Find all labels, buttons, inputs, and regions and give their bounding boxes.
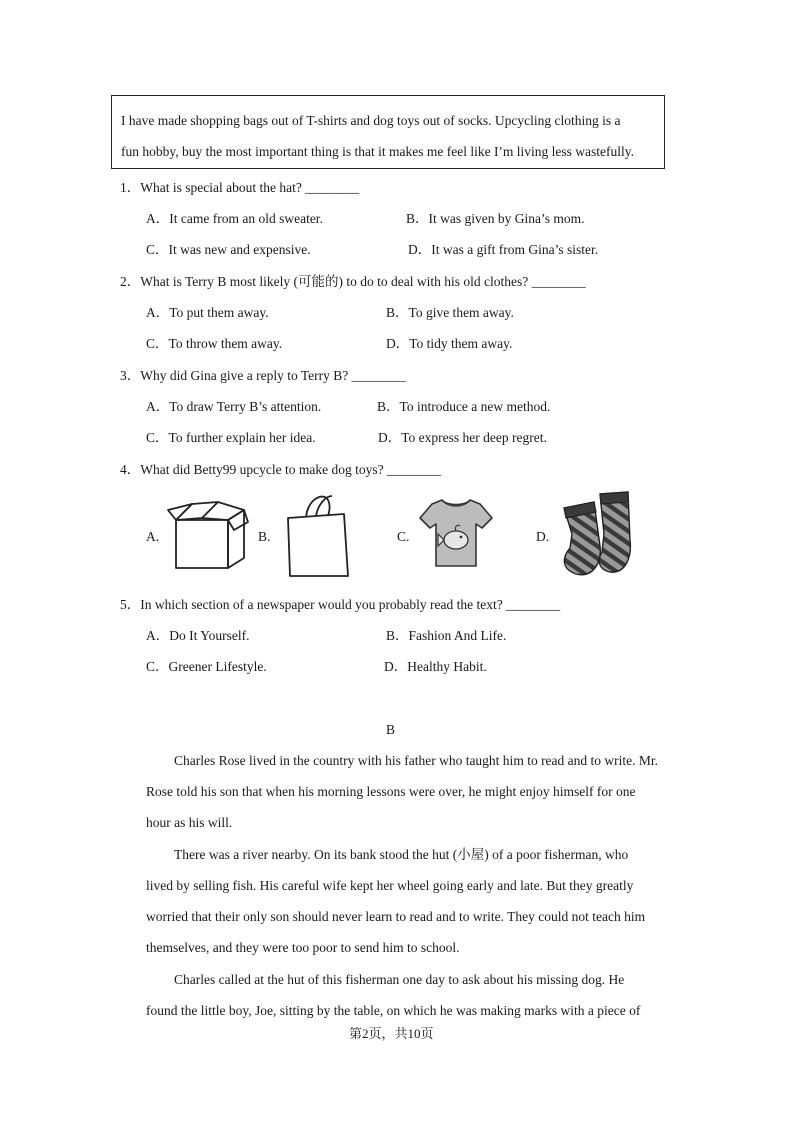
- question-number: 2．: [120, 274, 141, 289]
- question-number: 5．: [120, 597, 141, 612]
- option-1b: B．It was given by Gina’s mom.: [406, 211, 585, 226]
- question-text: What is special about the hat? ________: [140, 180, 360, 195]
- option-3c: C．To further explain her idea.: [146, 430, 316, 445]
- question-number: 4．: [120, 462, 141, 477]
- question-text: What is Terry B most likely (可能的) to do to deal with his old clothes? ________: [140, 274, 586, 289]
- passage-line: fun hobby, buy the most important thing is that it makes me feel like I’m living less wastefully.: [121, 144, 635, 159]
- option-2b: B．To give them away.: [386, 305, 514, 320]
- passage-line: themselves, and they were too poor to send him to school.: [146, 940, 460, 955]
- passage-line: worried that their only son should never learn to read and to write. They could not teach him: [146, 909, 646, 924]
- cardboard-box-icon: [166, 496, 250, 572]
- question-4: [120, 463, 441, 477]
- passage-line: There was a river nearby. On its bank stood the hut (小屋) of a poor fisherman, who: [174, 847, 629, 862]
- section-heading: B: [386, 722, 396, 737]
- page-number: 第2页，共10页: [349, 1026, 434, 1041]
- question-1: [120, 181, 359, 195]
- question-2: [120, 275, 586, 289]
- option-3b: B．To introduce a new method.: [377, 399, 551, 414]
- shopping-bag-icon: [282, 490, 352, 580]
- option-3d: D．To express her deep regret.: [378, 430, 547, 445]
- option-4a-label: A.: [146, 529, 160, 544]
- option-2a: A．To put them away.: [146, 305, 269, 320]
- option-3a: A．To draw Terry B’s attention.: [146, 399, 322, 414]
- option-5d: D．Healthy Habit.: [384, 659, 487, 674]
- passage-box: [111, 95, 665, 169]
- option-2d: D．To tidy them away.: [386, 336, 513, 351]
- question-text: What did Betty99 upcycle to make dog toys? ________: [140, 462, 441, 477]
- option-4d-label: D.: [536, 529, 550, 544]
- passage-line: I have made shopping bags out of T-shirts and dog toys out of socks. Upcycling clothing is a: [121, 113, 621, 128]
- passage-line: hour as his will.: [146, 815, 233, 830]
- option-5a: A．Do It Yourself.: [146, 628, 250, 643]
- passage-line: lived by selling fish. His careful wife kept her wheel going early and late. But they greatly: [146, 878, 634, 893]
- option-5c: C．Greener Lifestyle.: [146, 659, 267, 674]
- question-5: [120, 598, 560, 612]
- option-2c: C．To throw them away.: [146, 336, 283, 351]
- question-text: In which section of a newspaper would you probably read the text? ________: [140, 597, 561, 612]
- option-4b-label: B.: [258, 529, 271, 544]
- question-number: 3．: [120, 368, 141, 383]
- passage-line: Charles called at the hut of this fisherman one day to ask about his missing dog. He: [174, 972, 625, 987]
- option-5b: B．Fashion And Life.: [386, 628, 507, 643]
- question-text: Why did Gina give a reply to Terry B? ________: [140, 368, 406, 383]
- passage-line: found the little boy, Joe, sitting by the table, on which he was making marks with a piece of: [146, 1003, 641, 1018]
- option-4c-label: C.: [397, 529, 410, 544]
- option-1c: C．It was new and expensive.: [146, 242, 311, 257]
- question-number: 1．: [120, 180, 141, 195]
- question-3: [120, 369, 406, 383]
- option-1a: A．It came from an old sweater.: [146, 211, 323, 226]
- passage-line: Charles Rose lived in the country with his father who taught him to read and to write. Mr.: [174, 753, 659, 768]
- option-1d: D．It was a gift from Gina’s sister.: [408, 242, 599, 257]
- passage-line: Rose told his son that when his morning lessons were over, he might enjoy himself for one: [146, 784, 636, 799]
- socks-icon: [556, 490, 636, 580]
- t-shirt-icon: [418, 496, 494, 570]
